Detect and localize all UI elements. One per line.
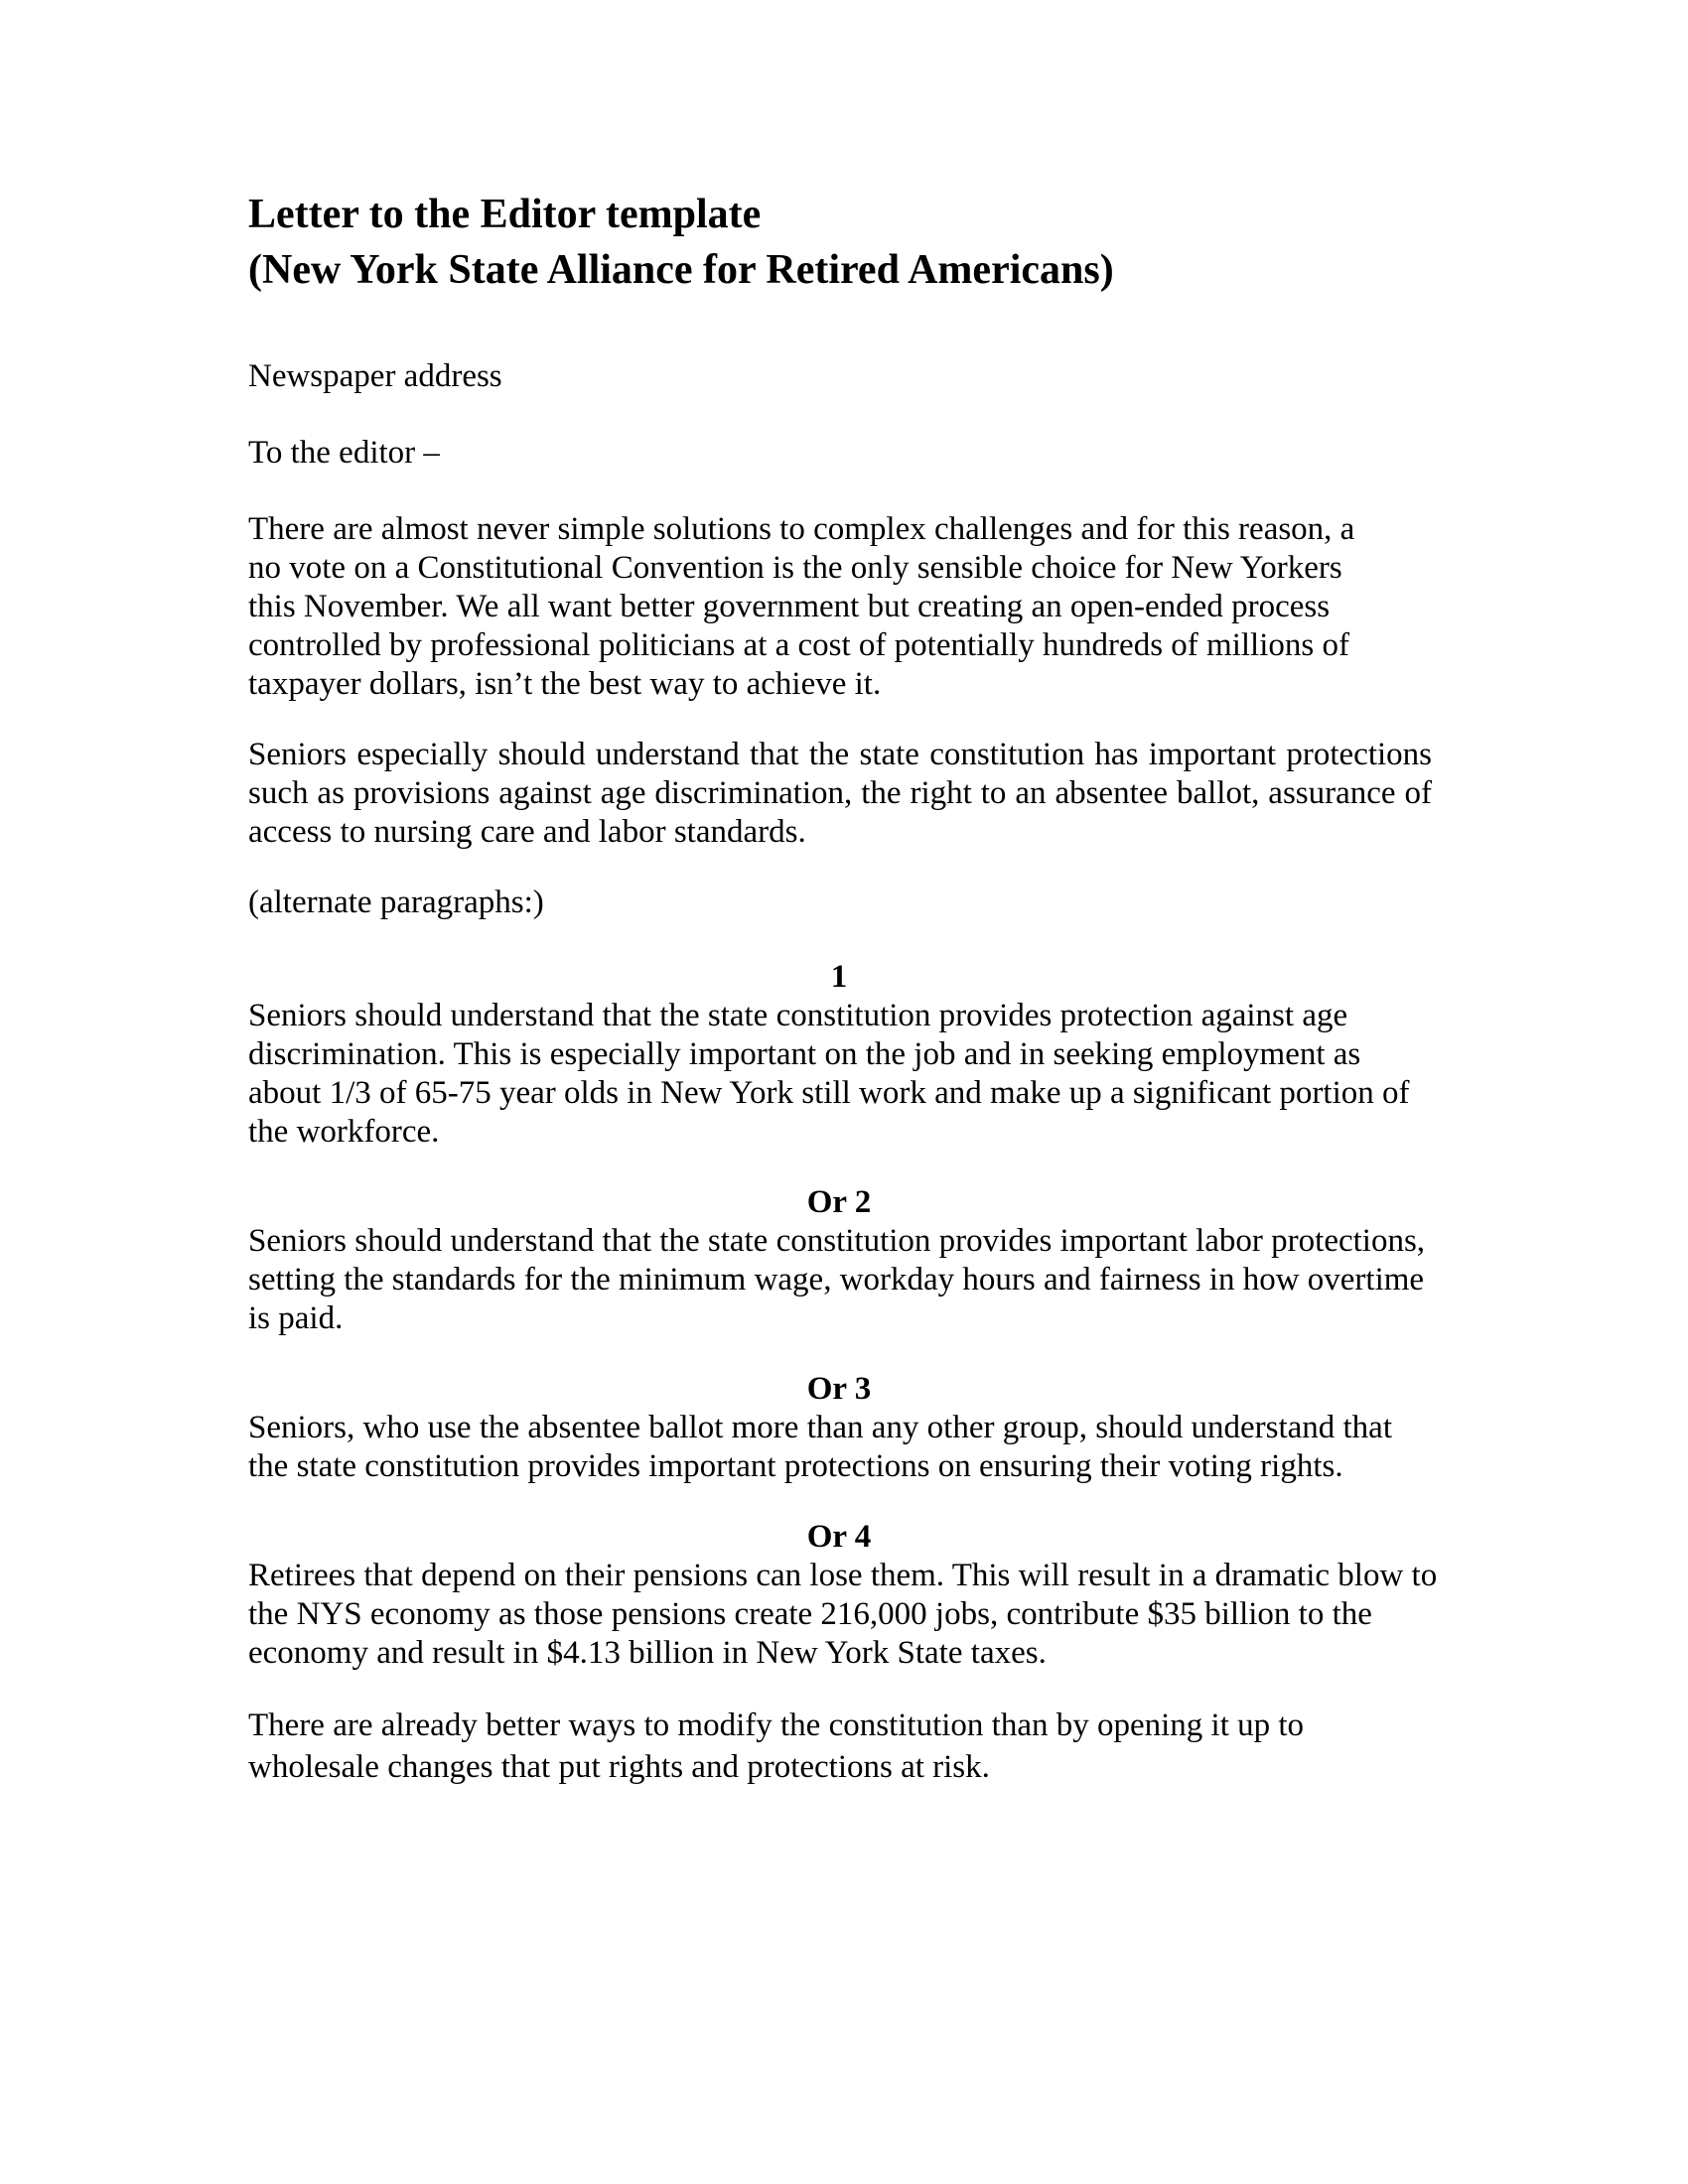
- alternate-paragraph-1: Seniors should understand that the state constitution provides protection against age discrimination. This is especially important on the job and in seeking employment as about 1/3 of 65-75 year olds in New York still work and make up a significant portion of the workforce.: [248, 998, 1410, 1150]
- closing-paragraph: There are already better ways to modify the constitution than by opening it up to wholesale changes that put rights and protections at risk.: [248, 1707, 1305, 1785]
- seniors-paragraph: Seniors especially should understand that the state constitution has important protections such as provisions against age discrimination, the right to an absentee ballot, assurance of access to nursing care and labor standards.: [248, 737, 1432, 850]
- salutation: To the editor –: [248, 435, 440, 471]
- alternate-heading-3: Or 3: [806, 1371, 872, 1407]
- alternate-paragraph-4: Retirees that depend on their pensions can lose them. This will result in a dramatic blow to the NYS economy as those pensions create 216,000 jobs, contribute $35 billion to the economy and result in $4.13 billion in New York State taxes.: [248, 1558, 1438, 1671]
- newspaper-address: Newspaper address: [248, 358, 502, 394]
- document-title: [248, 187, 1440, 298]
- alternate-heading-4: Or 4: [806, 1519, 872, 1555]
- title-line-2: (New York State Alliance for Retired Americans): [248, 247, 1114, 293]
- alternate-heading-2: Or 2: [806, 1184, 872, 1220]
- letter-document: [248, 187, 1440, 1788]
- intro-paragraph: There are almost never simple solutions to complex challenges and for this reason, a no vote on a Constitutional Convention is the only sensible choice for New Yorkers this November. We all want better government but creating an open-ended process controlled by professional politicians at a cost of potentially hundreds of millions of taxpayer dollars, isn’t the best way to achieve it.: [248, 511, 1355, 702]
- alternate-paragraphs-label: (alternate paragraphs:): [248, 885, 544, 920]
- alternate-paragraph-2: Seniors should understand that the state constitution provides important labor protections, setting the standards for the minimum wage, workday hours and fairness in how overtime is paid.: [248, 1223, 1426, 1336]
- alternate-heading-1: 1: [830, 959, 848, 995]
- title-line-1: Letter to the Editor template: [248, 192, 762, 237]
- alternate-paragraph-3: Seniors, who use the absentee ballot more than any other group, should understand that the state constitution provides important protections on ensuring their voting rights.: [248, 1410, 1392, 1484]
